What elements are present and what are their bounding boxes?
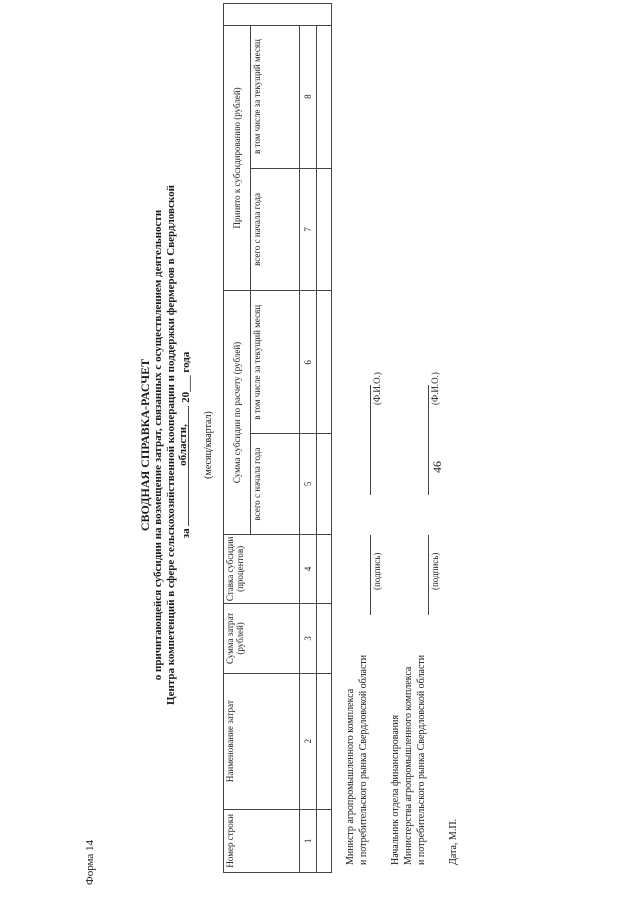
header-row-number: Номер строки	[224, 809, 300, 872]
title-line-3: Центра компетенций в сфере сельскохозяйственной кооперации и поддержки фермеров в Свердловской области,	[165, 185, 189, 705]
header-subsidy-rate: Ставка субсидии (процентов)	[224, 534, 300, 604]
empty-cell	[317, 168, 332, 291]
col-number: 5	[300, 434, 317, 534]
form-label: Форма 14	[84, 839, 96, 885]
header-subsidy-calc: Сумма субсидии по расчету (рублей)	[224, 291, 251, 534]
period-prefix: за	[180, 528, 192, 539]
page-number: 46	[430, 461, 444, 473]
signature-caption: (подпись)	[430, 552, 440, 590]
period-year: 20___ года	[180, 351, 192, 403]
header-cost-name: Наименование затрат	[224, 673, 300, 809]
col-number: 8	[300, 25, 317, 168]
empty-cell	[317, 809, 332, 872]
header-calc-ytd: всего с начала года	[251, 434, 300, 534]
minister-title-line-1: Министр агропромышленного комплекса	[345, 688, 356, 865]
empty-cell	[317, 604, 332, 674]
signature-line	[428, 535, 429, 615]
col-number: 3	[300, 604, 317, 674]
col-number: 2	[300, 673, 317, 809]
document-title: СВОДНАЯ СПРАВКА-РАСЧЕТ	[138, 358, 152, 532]
col-number: 7	[300, 168, 317, 291]
col-number: 4	[300, 534, 317, 604]
empty-cell	[317, 434, 332, 534]
header-accepted-month: в том числе за текущий месяц	[251, 25, 300, 168]
header-calc-month: в том числе за текущий месяц	[251, 291, 300, 434]
name-caption: (Ф.И.О.)	[372, 372, 382, 405]
empty-cell	[317, 673, 332, 809]
name-caption: (Ф.И.О.)	[430, 372, 440, 405]
empty-cell	[317, 291, 332, 434]
period-blank	[178, 406, 189, 526]
header-accepted-ytd: всего с начала года	[251, 168, 300, 291]
empty-cell	[317, 534, 332, 604]
period-caption: (месяц/квартал)	[203, 411, 214, 479]
head-title-line-3: и потребительского рынка Свердловской области	[416, 654, 427, 865]
empty-cell	[317, 25, 332, 168]
header-accepted: Принято к субсидированию (рублей)	[224, 25, 251, 291]
header-cost-sum: Сумма затрат (рублей)	[224, 604, 300, 674]
date-stamp-label: Дата, М.П.	[448, 818, 459, 865]
col-number: 1	[300, 809, 317, 872]
name-line	[428, 385, 429, 495]
col-number: 6	[300, 291, 317, 434]
signature-line	[370, 535, 371, 615]
signature-caption: (подпись)	[372, 552, 382, 590]
head-title-line-2: Министерства агропромышленного комплекса	[403, 666, 414, 865]
title-line-2: о причитающейся субсидии на возмещение затрат, связанных с осуществлением деятельности	[152, 209, 164, 681]
minister-title-line-2: и потребительского рынка Свердловской области	[358, 654, 369, 865]
table-right-margin-cell	[224, 4, 332, 26]
calculation-table	[223, 3, 332, 873]
head-title-line-1: Начальник отдела финансирования	[390, 714, 401, 865]
name-line	[370, 385, 371, 495]
title-line-4	[178, 165, 192, 725]
